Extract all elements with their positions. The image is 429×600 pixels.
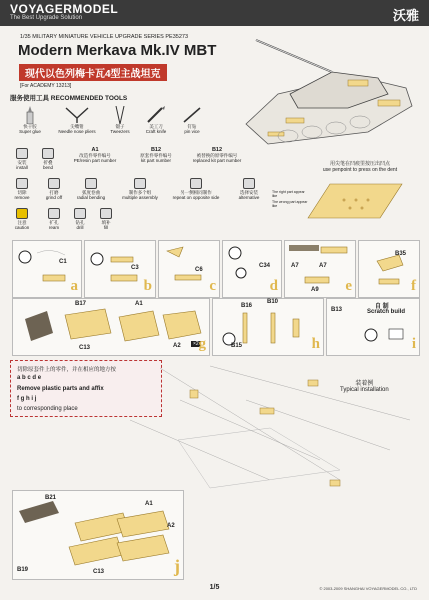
symbol-en: remove	[14, 195, 30, 200]
step-letter: c	[209, 278, 216, 294]
symbol-cn: 另一侧相同制作	[180, 190, 212, 195]
step-d	[222, 240, 282, 298]
brand-chinese-name: 沃雅	[392, 8, 419, 23]
symbol-radial-bending	[66, 178, 116, 200]
step-f-drawing	[359, 241, 419, 297]
scissors-icon	[16, 178, 28, 189]
step-a	[12, 240, 82, 298]
step-letter: j	[174, 556, 180, 576]
series-line: 1/35 MILITARY MINIATURE VEHICLE UPGRADE SERIES PE35273	[20, 34, 189, 40]
symbol-pe-part-number	[60, 148, 130, 163]
tool-en-label: Craft knife	[145, 129, 167, 134]
caution-icon	[16, 208, 28, 219]
symbol-alternative	[226, 178, 272, 200]
alternative-icon	[243, 178, 255, 189]
tool-cn-label: 钉钻	[187, 124, 197, 129]
x2-badge: ×2	[193, 341, 199, 347]
symbol-en: caution	[14, 225, 30, 230]
part-label: B13	[331, 307, 343, 313]
symbol-en: radial bending	[76, 195, 106, 200]
step-letter: f	[411, 278, 416, 294]
dent-note-en: use penpoint to press on the dent	[322, 167, 398, 173]
file-icon	[48, 178, 60, 189]
part-label: C13	[79, 345, 91, 351]
part-label: A7	[291, 263, 299, 269]
symbol-cn: 扩孔	[49, 220, 59, 225]
letter-c: c	[27, 375, 31, 381]
dent-bad-label: The wrong part appear like	[272, 200, 308, 208]
part-label: C13	[93, 569, 105, 575]
brand-tagline: The Best Upgrade Solution	[10, 15, 83, 21]
symbol-en: fill	[103, 225, 109, 230]
symbol-en: replaced kit part number	[192, 158, 242, 163]
letter-h: h	[26, 396, 30, 402]
symbol-code: B12	[150, 147, 162, 153]
symbol-cn: 原套件零件编号	[140, 153, 172, 158]
step-letter: g	[198, 336, 206, 352]
pin-vice-icon	[174, 104, 210, 124]
symbol-cn: 切除	[17, 190, 27, 195]
tool-en-label: Needle nose pliers	[58, 129, 96, 134]
symbol-en: drill	[76, 225, 84, 230]
part-label: A9	[311, 287, 319, 293]
kit-reference: [For ACADEMY 13213]	[20, 83, 72, 89]
tweezers-icon	[102, 104, 138, 124]
tool-pin-vice	[174, 104, 210, 134]
symbol-repeat-opposite-side	[164, 178, 228, 200]
page-title: Modern Merkava Mk.IV MBT	[18, 42, 217, 59]
brand-logo: VOYAGERMODEL	[10, 2, 119, 16]
symbol-multiple-assembly	[112, 178, 168, 200]
tool-tweezers	[102, 104, 138, 134]
part-label: B16	[241, 303, 253, 309]
part-label: A2	[167, 523, 175, 529]
symbol-cn: 制作多个组	[128, 190, 152, 195]
step-h	[212, 298, 324, 356]
instruction-cn: 切除原套件上的零件，并在相应的地方按	[17, 367, 117, 373]
multiply-icon	[134, 178, 146, 189]
step-letter: i	[411, 336, 416, 352]
tool-en-label: Tweezers	[110, 129, 130, 134]
symbol-code: A1	[91, 147, 99, 153]
tool-super-glue	[12, 104, 48, 134]
bend-icon	[42, 148, 54, 159]
part-label: A1	[145, 501, 153, 507]
tool-cn-label: 快干胶	[23, 124, 37, 129]
instruction-en-2: to corresponding place	[17, 406, 78, 412]
part-label: B10	[267, 299, 279, 305]
part-label: C6	[195, 267, 203, 273]
step-j-drawing	[13, 491, 183, 579]
tool-en-label: pin vice	[184, 129, 200, 134]
symbol-replaced-part-number	[182, 148, 252, 163]
instruction-en-1: Remove plastic parts and affix	[17, 386, 104, 392]
letter-g: g	[20, 396, 25, 402]
step-b	[84, 240, 156, 298]
dent-ok-label: The right part appear like	[272, 190, 305, 198]
symbol-cn: 钻孔	[75, 220, 85, 225]
letter-e: e	[37, 375, 42, 381]
symbol-cn: 选择安装	[240, 190, 258, 195]
symbol-en: alternative	[238, 195, 260, 200]
glue-bottle-icon	[12, 104, 48, 124]
step-letter: d	[269, 278, 278, 294]
craft-knife-icon	[138, 104, 174, 124]
part-label: B17	[75, 301, 87, 307]
part-label: B21	[45, 495, 57, 501]
symbol-cn: 注意	[17, 220, 27, 225]
step-e	[284, 240, 356, 298]
pliers-icon	[54, 104, 100, 124]
drill-icon	[74, 208, 86, 219]
tool-craft-knife	[138, 104, 174, 134]
scratch-build-en: Scratch build	[367, 309, 406, 315]
part-label: A7	[319, 263, 327, 269]
tool-cn-label: 镊子	[115, 124, 125, 129]
step-letter: a	[70, 278, 78, 294]
part-label: A2	[173, 343, 181, 349]
step-letter: e	[345, 278, 352, 294]
letter-d: d	[32, 375, 37, 381]
part-label: C3	[131, 265, 139, 271]
symbol-en: multiple assembly	[122, 195, 158, 200]
tool-en-label: Super glue	[19, 129, 41, 134]
step-j	[12, 490, 184, 580]
step-letter: b	[143, 278, 152, 294]
tool-cn-label: 美工刀	[149, 124, 163, 129]
symbol-en: bend	[42, 165, 53, 170]
tools-heading: 服务使用工具 RECOMMENDED TOOLS	[10, 95, 128, 102]
step-f	[358, 240, 420, 298]
symbol-cn: 打磨	[49, 190, 59, 195]
symbol-cn: 弧度卷曲	[82, 190, 100, 195]
dent-note-cn: 用尖笔在凹痕里按压出凹点	[329, 161, 390, 167]
page-title-chinese: 现代以色列梅卡瓦4型主战坦克	[19, 64, 167, 81]
symbol-cn: 被替换的原零件编号	[196, 153, 238, 158]
ream-icon	[48, 208, 60, 219]
part-label: C1	[59, 259, 67, 265]
symbol-en: install	[16, 165, 28, 170]
dent-illustration	[306, 178, 406, 224]
letter-a: a	[17, 375, 21, 381]
typical-en: Typical installation	[340, 387, 389, 393]
part-label: B19	[17, 567, 29, 573]
step-i	[326, 298, 420, 356]
tank-illustration	[228, 36, 420, 164]
letter-b: b	[22, 375, 26, 381]
symbol-en: PE/resin part number	[73, 158, 117, 163]
part-label: B15	[231, 343, 243, 349]
part-label: C34	[259, 263, 271, 269]
step-g	[12, 298, 210, 356]
typical-cn: 装着例	[355, 381, 374, 387]
symbol-cn: 安装	[17, 160, 27, 165]
symbol-fill	[86, 208, 126, 230]
symbol-cn: 折叠	[43, 160, 53, 165]
symbol-kit-part-number	[128, 148, 184, 163]
part-label: B35	[395, 251, 407, 257]
rod-bend-icon	[85, 178, 97, 189]
tool-needle-nose-pliers	[54, 104, 100, 134]
step-letter: h	[311, 336, 320, 352]
exploded-tank-diagram	[10, 360, 420, 490]
dent-note	[300, 160, 420, 173]
fill-icon	[100, 208, 112, 219]
symbol-cn: 改造件零件编号	[79, 153, 111, 158]
symbol-code: B12	[211, 147, 223, 153]
letter-f: f	[17, 396, 19, 402]
symbol-en: repeat on opposite side	[172, 195, 220, 200]
page-number: 1/5	[209, 584, 220, 591]
letter-i: i	[31, 396, 34, 402]
letter-j: j	[34, 396, 37, 402]
step-h-drawing	[213, 299, 323, 355]
symbol-en: kit part number	[140, 158, 171, 163]
install-arrow-icon	[16, 148, 28, 159]
symbol-en: grind off	[45, 195, 63, 200]
scratch-build-cn: 自 制	[375, 304, 389, 310]
symbol-en: ream	[48, 225, 60, 230]
symbol-cn: 填补	[101, 220, 111, 225]
step-c	[158, 240, 220, 298]
mirror-icon	[190, 178, 202, 189]
copyright: © 2003-2009 SHANGHAI VOYAGERMODEL CO., LTD	[319, 586, 417, 591]
tool-cn-label: 尖嘴钳	[70, 124, 84, 129]
part-label: A1	[135, 301, 143, 307]
